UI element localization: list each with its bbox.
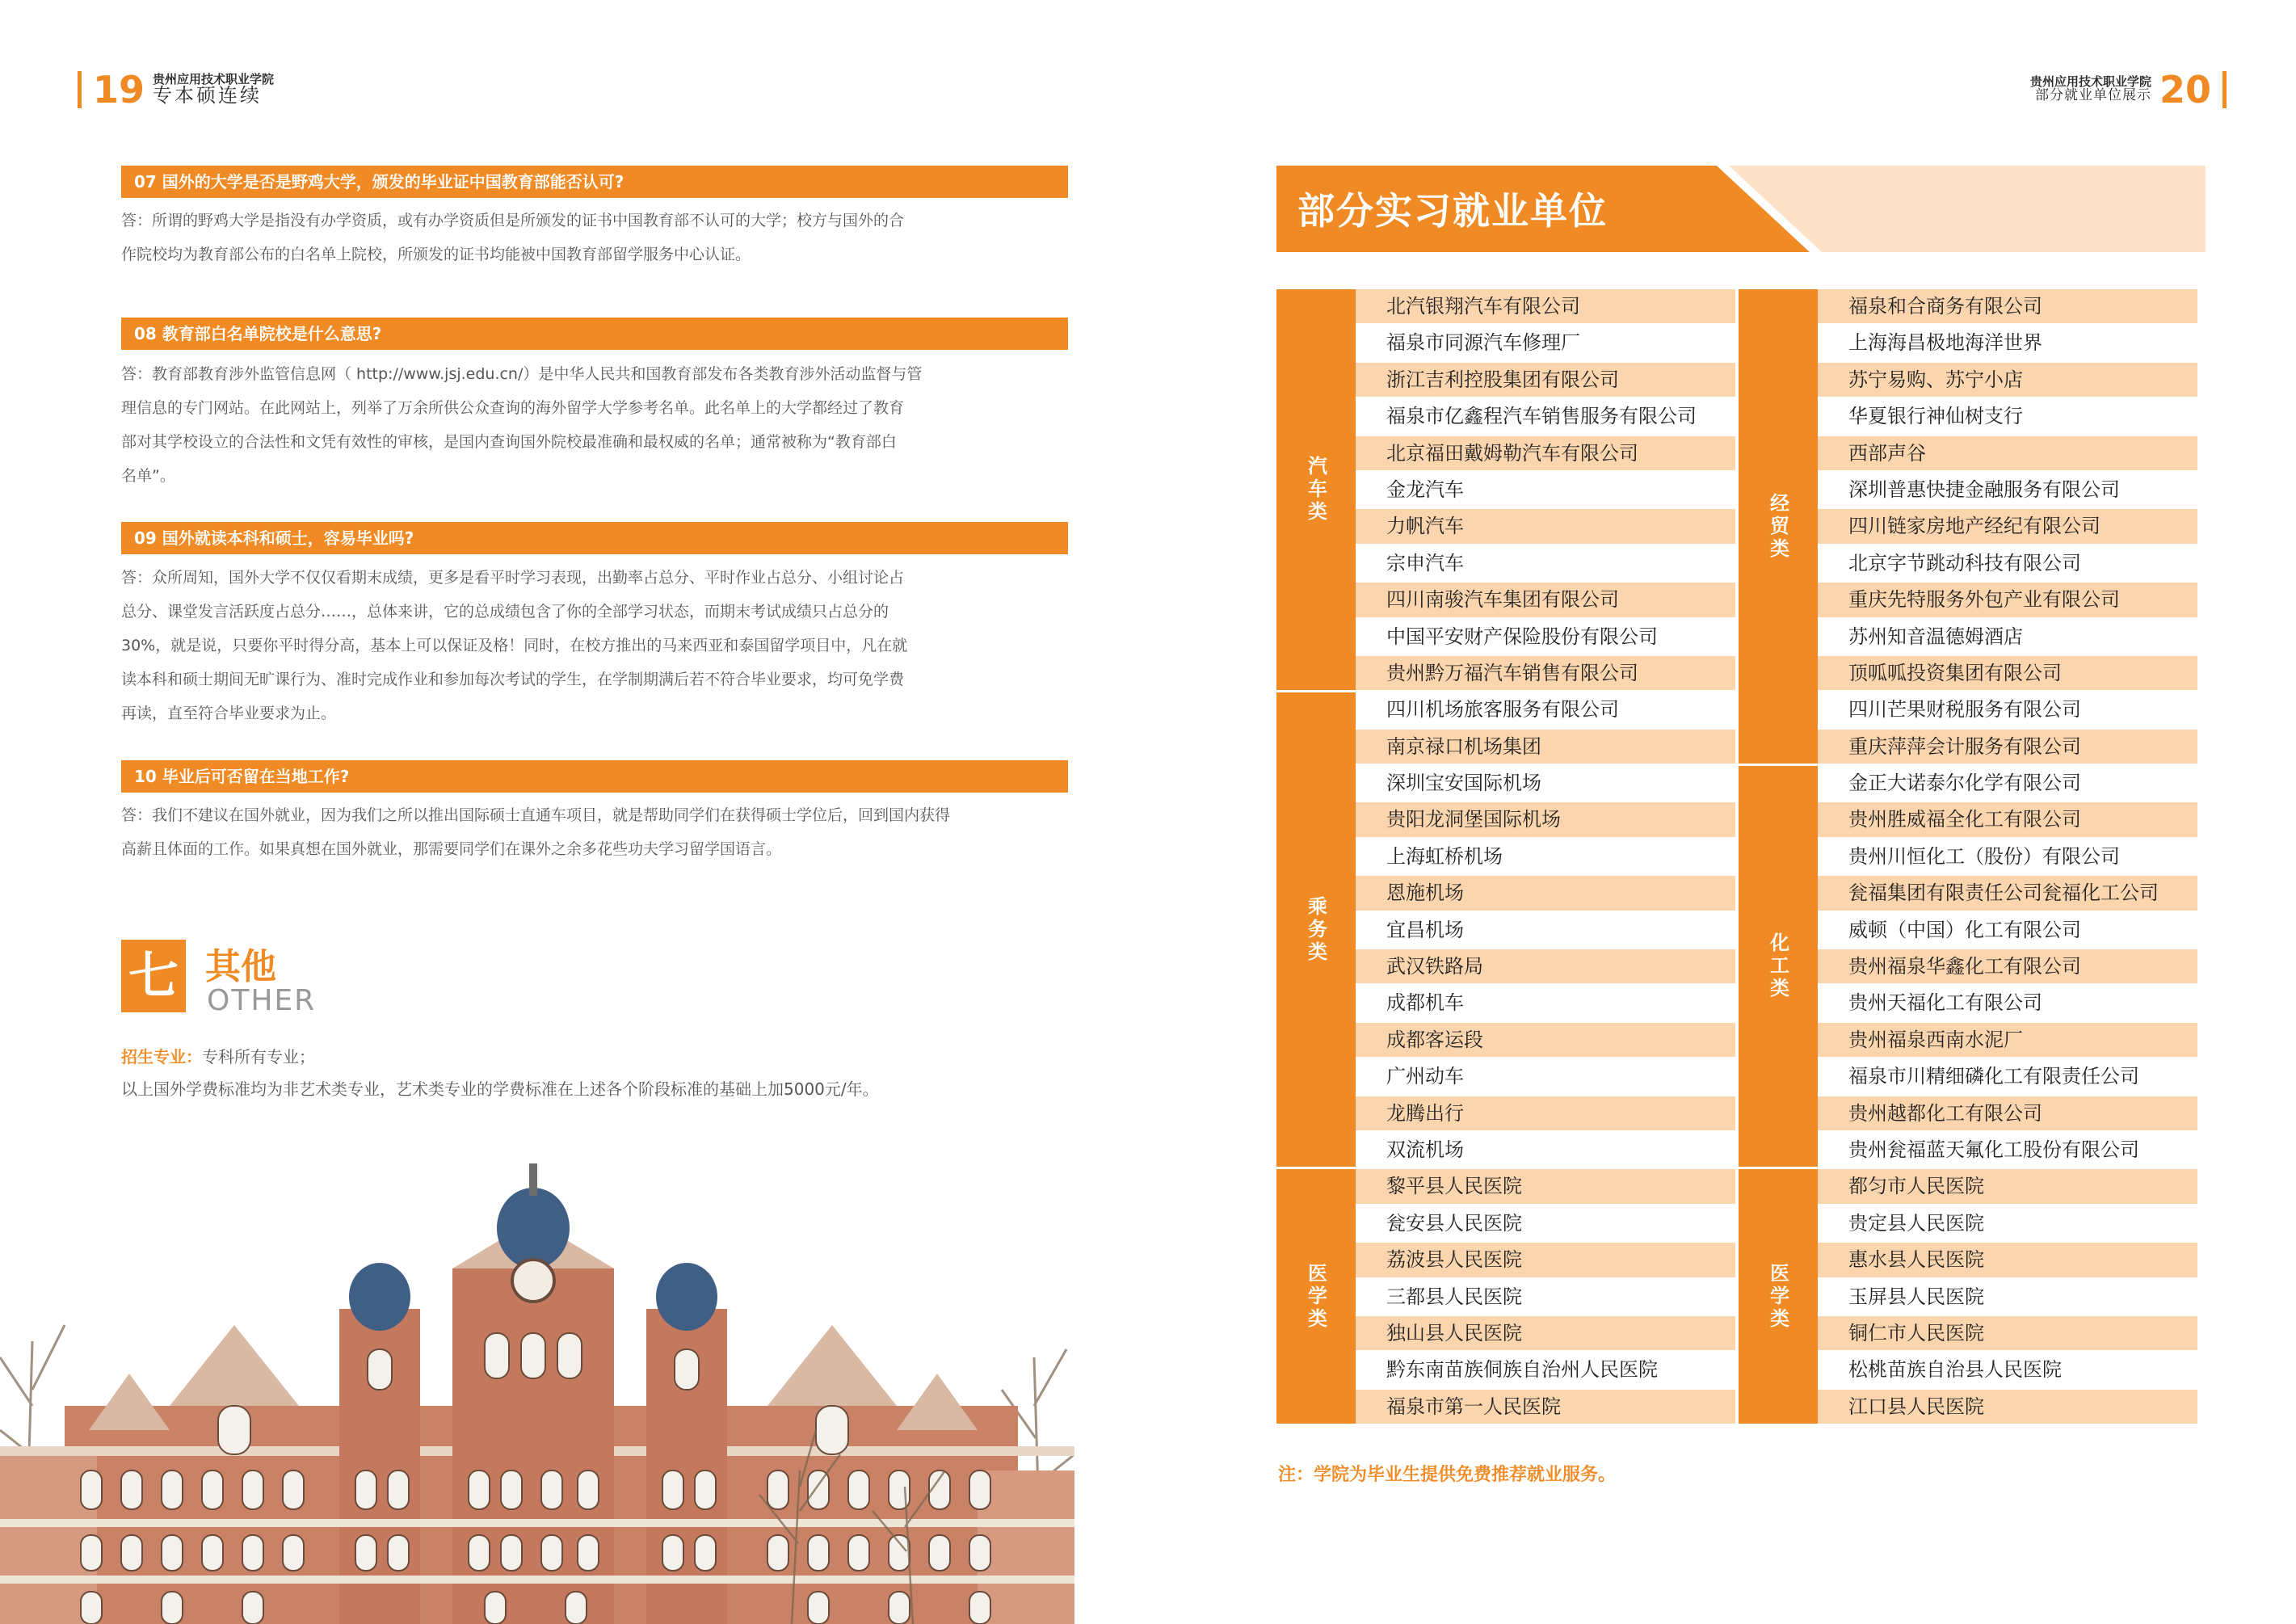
employer-group-items <box>1818 766 2197 1169</box>
employer-row: 金正大诺泰尔化学有限公司 <box>1818 766 2197 802</box>
qa-question-07: 07 国外的大学是否是野鸡大学，颁发的毕业证中国教育部能否认可? <box>121 166 1068 198</box>
employer-row: 福泉市亿鑫程汽车销售服务有限公司 <box>1356 399 1735 435</box>
left-page-number: 19 <box>93 68 145 111</box>
employer-row: 四川机场旅客服务有限公司 <box>1356 692 1735 729</box>
employer-row: 独山县人民医院 <box>1356 1316 1735 1353</box>
employer-group-label-text: 乘务类 <box>1304 895 1327 964</box>
section-subtitle: OTHER <box>207 984 317 1017</box>
employer-row: 南京禄口机场集团 <box>1356 730 1735 766</box>
employer-row: 贵阳龙洞堡国际机场 <box>1356 802 1735 839</box>
right-header-school: 贵州应用技术职业学院 <box>2029 74 2151 90</box>
employer-group <box>1739 766 2197 1169</box>
employer-row: 四川链家房地产经纪有限公司 <box>1818 509 2197 545</box>
employer-row: 贵州天福化工有限公司 <box>1818 986 2197 1022</box>
left-header-section: 专本硕连续 <box>153 84 263 107</box>
left-header-school: 贵州应用技术职业学院 <box>153 71 275 86</box>
employer-group <box>1739 1169 2197 1426</box>
employer-row: 四川芒果财税服务有限公司 <box>1818 692 2197 729</box>
campus-building-photo <box>0 1163 1074 1624</box>
employers-title: 部分实习就业单位 <box>1297 189 1608 233</box>
employer-group-label-text: 汽车类 <box>1304 456 1327 524</box>
header-accent-bar <box>2222 71 2227 108</box>
answer-line: 总分、课堂发言活跃度占总分……，总体来讲，它的总成绩包含了你的全部学习状态，而期末考试成绩只占总分的 <box>121 603 889 621</box>
employer-group-label-text: 医学类 <box>1766 1262 1789 1331</box>
employer-row: 贵州川恒化工（股份）有限公司 <box>1818 839 2197 876</box>
employer-row: 荔波县人民医院 <box>1356 1243 1735 1279</box>
employer-row: 贵州越都化工有限公司 <box>1818 1096 2197 1133</box>
employment-note: 注：学院为毕业生提供免费推荐就业服务。 <box>1278 1465 1617 1485</box>
employer-group-label <box>1739 1169 1818 1426</box>
employer-row: 贵州瓮福蓝天氟化工股份有限公司 <box>1818 1133 2197 1169</box>
employer-row: 都匀市人民医院 <box>1818 1169 2197 1205</box>
employer-group-label-text: 经贸类 <box>1766 492 1789 561</box>
employer-row: 成都客运段 <box>1356 1023 1735 1059</box>
employer-row: 贵州胜威福全化工有限公司 <box>1818 802 2197 839</box>
employer-row: 瓮福集团有限责任公司瓮福化工公司 <box>1818 876 2197 912</box>
employer-row: 重庆先特服务外包产业有限公司 <box>1818 583 2197 619</box>
employer-group-items <box>1818 1169 2197 1426</box>
employer-row: 威顿（中国）化工有限公司 <box>1818 913 2197 949</box>
employer-group <box>1739 289 2197 766</box>
answer-line: 高薪且体面的工作。如果真想在国外就业，那需要同学们在课外之余多花些功夫学习留学国语言。 <box>121 840 782 858</box>
employer-row: 双流机场 <box>1356 1133 1735 1169</box>
employer-row: 福泉市川精细磷化工有限责任公司 <box>1818 1059 2197 1096</box>
employer-group-label <box>1739 766 1818 1169</box>
employer-group-label-text: 医学类 <box>1304 1262 1327 1331</box>
employer-row: 三都县人民医院 <box>1356 1280 1735 1316</box>
employer-group <box>1276 289 1735 692</box>
employer-row: 上海虹桥机场 <box>1356 839 1735 876</box>
employer-group-label-text: 化工类 <box>1766 932 1789 1001</box>
employer-row: 重庆萍萍会计服务有限公司 <box>1818 730 2197 766</box>
qa-question-08: 08 教育部白名单院校是什么意思? <box>121 318 1068 350</box>
employer-row: 顶呱呱投资集团有限公司 <box>1818 656 2197 692</box>
qa-answer-09 <box>121 561 1068 730</box>
employer-row: 华夏银行神仙树支行 <box>1818 399 2197 435</box>
right-page-header <box>2029 68 2227 111</box>
employer-group <box>1276 1169 1735 1426</box>
fee-note: 以上国外学费标准均为非艺术类专业，艺术类专业的学费标准在上述各个阶段标准的基础上加5000元/年。 <box>121 1079 879 1099</box>
employer-row: 宗申汽车 <box>1356 546 1735 583</box>
right-page-number: 20 <box>2159 68 2211 111</box>
employer-row: 广州动车 <box>1356 1059 1735 1096</box>
section-title: 其他 <box>205 946 276 987</box>
employer-row: 苏州知音温德姆酒店 <box>1818 620 2197 656</box>
employer-row: 瓮安县人民医院 <box>1356 1206 1735 1243</box>
employer-group-label <box>1739 289 1818 766</box>
employer-row: 福泉和合商务有限公司 <box>1818 289 2197 326</box>
answer-line: 答：众所周知，国外大学不仅仅看期末成绩，更多是看平时学习表现，出勤率占总分、平时作业占总分、小组讨论占 <box>121 569 905 587</box>
employer-row: 龙腾出行 <box>1356 1096 1735 1133</box>
employer-row: 贵州黔万福汽车销售有限公司 <box>1356 656 1735 692</box>
right-header-section: 部分就业单位展示 <box>2034 86 2151 103</box>
employer-table-left <box>1276 289 1735 1426</box>
answer-line: 答：所谓的野鸡大学是指没有办学资质，或有办学资质但是所颁发的证书中国教育部不认可的大学；校方与国外的合 <box>121 212 905 229</box>
employer-row: 宜昌机场 <box>1356 913 1735 949</box>
answer-line: 30%，就是说，只要你平时得分高，基本上可以保证及格！同时，在校方推出的马来西亚和泰国留学项目中，凡在就 <box>121 637 908 654</box>
employer-group-label <box>1276 692 1356 1169</box>
employer-table-right <box>1739 289 2197 1426</box>
employer-row: 西部声谷 <box>1818 436 2197 473</box>
qa-question-10: 10 毕业后可否留在当地工作? <box>121 760 1068 793</box>
answer-line: 答：我们不建议在国外就业，因为我们之所以推出国际硕士直通车项目，就是帮助同学们在获得硕士学位后，回到国内获得 <box>121 806 951 824</box>
employer-row: 福泉市第一人民医院 <box>1356 1390 1735 1426</box>
employer-row: 苏宁易购、苏宁小店 <box>1818 363 2197 399</box>
employer-row: 金龙汽车 <box>1356 473 1735 509</box>
answer-line: 答：教育部教育涉外监管信息网（ http://www.jsj.edu.cn/）是中华人民共和国教育部发布各类教育涉外活动监督与管 <box>121 365 923 383</box>
qa-answer-10 <box>121 798 1068 866</box>
employer-row: 黔东南苗族侗族自治州人民医院 <box>1356 1353 1735 1389</box>
employer-row: 北京福田戴姆勒汽车有限公司 <box>1356 436 1735 473</box>
employer-row: 江口县人民医院 <box>1818 1390 2197 1426</box>
employer-row: 恩施机场 <box>1356 876 1735 912</box>
employer-row: 北京字节跳动科技有限公司 <box>1818 546 2197 583</box>
answer-line: 部对其学校设立的合法性和文凭有效性的审核，是国内查询国外院校最准确和最权威的名单；通常被称为“教育部白 <box>121 433 897 451</box>
employer-row: 松桃苗族自治县人民医院 <box>1818 1353 2197 1389</box>
answer-line: 作院校均为教育部公布的白名单上院校，所颁发的证书均能被中国教育部留学服务中心认证。 <box>121 246 751 263</box>
answer-line: 读本科和硕士期间无旷课行为、准时完成作业和参加每次考试的学生，在学制期满后若不符合毕业要求，均可免学费 <box>121 671 905 688</box>
employer-group-items <box>1356 289 1735 692</box>
answer-line: 理信息的专门网站。在此网站上，列举了万余所供公众查询的海外留学大学参考名单。此名单上的大学都经过了教育 <box>121 399 905 417</box>
employer-row: 铜仁市人民医院 <box>1818 1316 2197 1353</box>
employer-row: 中国平安财产保险股份有限公司 <box>1356 620 1735 656</box>
qa-answer-07 <box>121 204 1068 271</box>
employer-group-items <box>1356 1169 1735 1426</box>
employer-row: 四川南骏汽车集团有限公司 <box>1356 583 1735 619</box>
qa-question-09: 09 国外就读本科和硕士，容易毕业吗? <box>121 522 1068 554</box>
employer-row: 惠水县人民医院 <box>1818 1243 2197 1279</box>
employer-row: 深圳普惠快捷金融服务有限公司 <box>1818 473 2197 509</box>
employer-row: 福泉市同源汽车修理厂 <box>1356 326 1735 362</box>
employer-row: 贵定县人民医院 <box>1818 1206 2197 1243</box>
header-accent-bar <box>78 71 82 108</box>
employer-row: 深圳宝安国际机场 <box>1356 766 1735 802</box>
employer-row: 玉屏县人民医院 <box>1818 1280 2197 1316</box>
employer-group <box>1276 692 1735 1169</box>
section-number-box: 七 <box>121 940 186 1012</box>
enroll-label: 招生专业： <box>121 1047 202 1067</box>
employer-group-items <box>1818 289 2197 766</box>
left-page-header <box>78 68 275 111</box>
employer-row: 贵州福泉西南水泥厂 <box>1818 1023 2197 1059</box>
employer-row: 武汉铁路局 <box>1356 949 1735 986</box>
qa-answer-08 <box>121 357 1068 493</box>
enroll-value: 专科所有专业； <box>202 1047 315 1067</box>
employer-group-label <box>1276 1169 1356 1426</box>
employer-row: 力帆汽车 <box>1356 509 1735 545</box>
employer-row: 浙江吉利控股集团有限公司 <box>1356 363 1735 399</box>
enrollment-info <box>121 1041 879 1105</box>
answer-line: 名单”。 <box>121 467 175 485</box>
employer-group-items <box>1356 692 1735 1169</box>
employer-row: 黎平县人民医院 <box>1356 1169 1735 1205</box>
employer-row: 贵州福泉华鑫化工有限公司 <box>1818 949 2197 986</box>
answer-line: 再读，直至符合毕业要求为止。 <box>121 705 337 722</box>
employer-row: 上海海昌极地海洋世界 <box>1818 326 2197 362</box>
employer-row: 成都机车 <box>1356 986 1735 1022</box>
employer-row: 北汽银翔汽车有限公司 <box>1356 289 1735 326</box>
employer-group-label <box>1276 289 1356 692</box>
